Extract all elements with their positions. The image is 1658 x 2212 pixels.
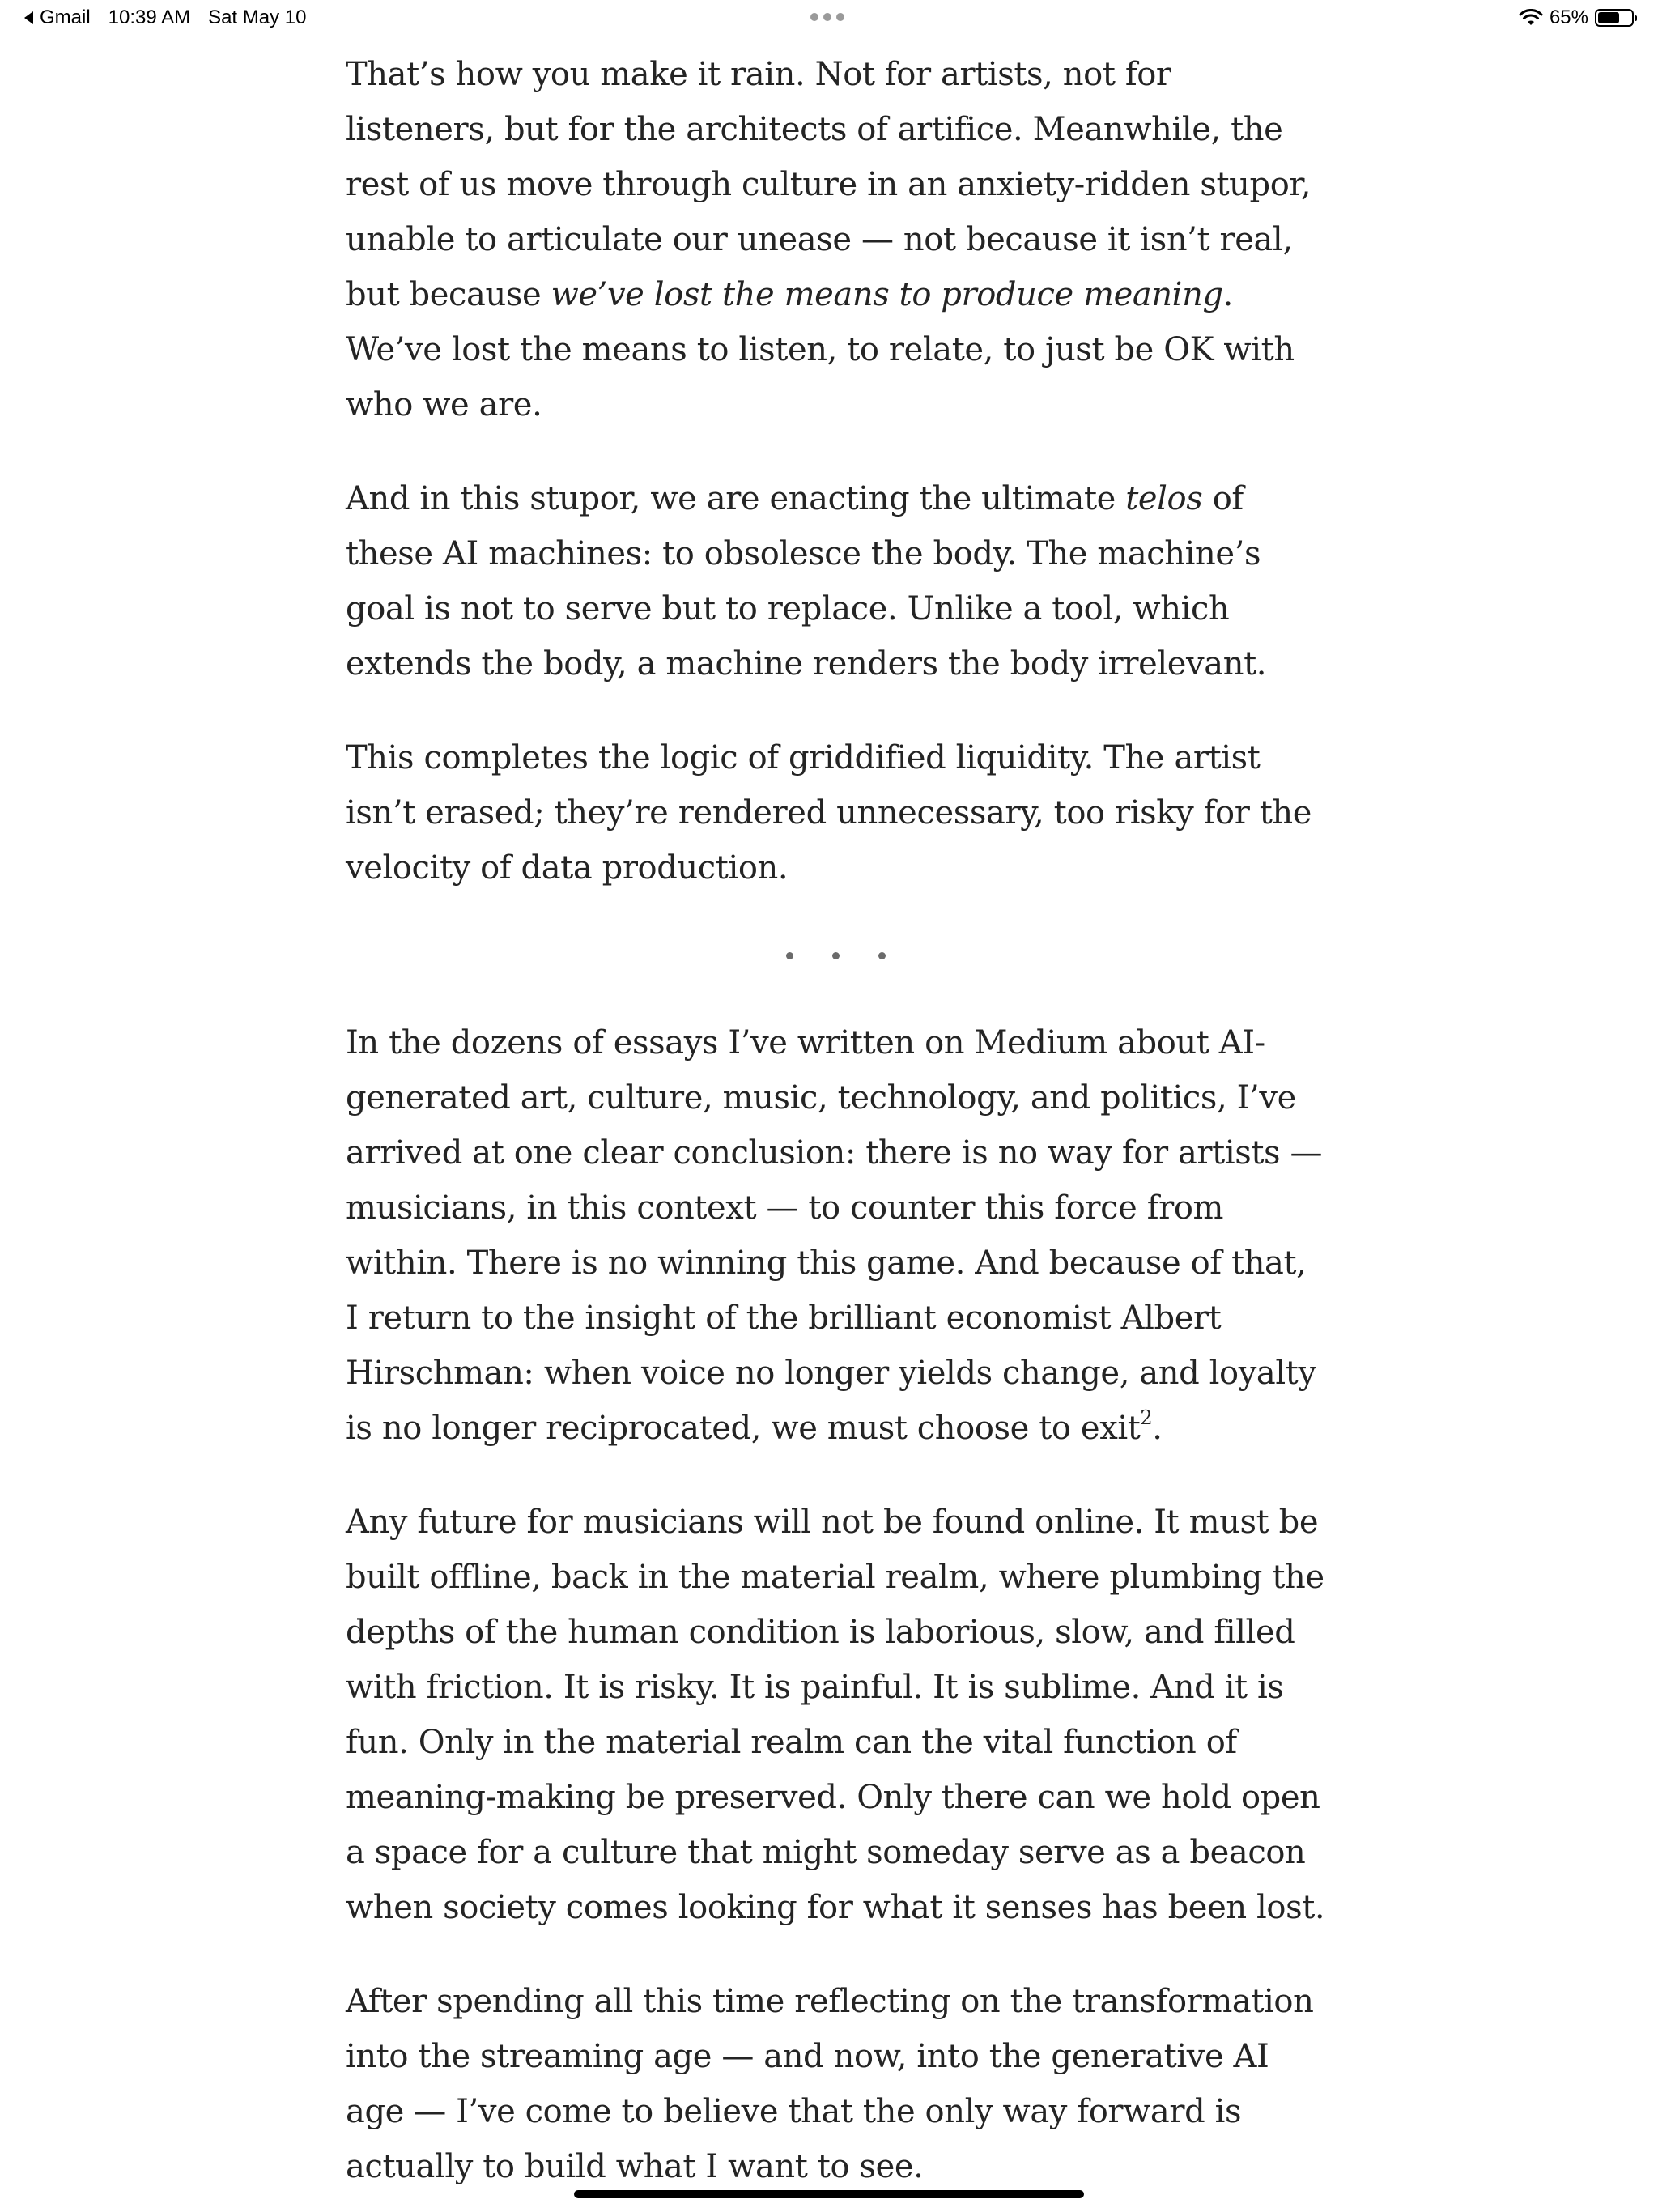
dot-icon — [836, 13, 844, 21]
paragraph: Any future for musicians will not be found online. It must be built offline, back in the material realm, where plumbing the depths of the human condition is laborious, slow, and filled with friction. It is risky. It is painful. It is sublime. And it is fun. Only in the material realm can the vital function of meaning-making be preserved. Only there can we hold open a space for a culture that might someday serve as a beacon when society comes looking for what it senses has been lost. — [346, 1504, 1325, 1926]
paragraph — [346, 1015, 1325, 1456]
dot-icon — [810, 13, 818, 21]
paragraph-emphasis: telos — [1125, 480, 1203, 517]
paragraph-emphasis: we’ve lost the means to produce meaning — [551, 276, 1223, 313]
paragraph-text: In the dozens of essays I’ve written on Medium about AI-generated art, culture, music, technology, and politics, I’ve arrived at one clear conclusion: there is no way for artists — musicians, in this context — to counter this force from within. There is no winning this game. And because of that, I return to the insight of the brilliant economist Albert Hirschman: when voice no longer yields change, and loyalty is no longer reciprocated, we must choose to exit — [346, 1024, 1323, 1447]
status-bar — [0, 0, 1658, 37]
back-app-label[interactable]: Gmail — [40, 6, 91, 28]
paragraph — [346, 471, 1325, 691]
battery-icon — [1595, 9, 1634, 27]
article-body — [346, 47, 1325, 2212]
multitasking-menu[interactable] — [810, 13, 844, 21]
status-date: Sat May 10 — [208, 6, 307, 28]
battery-level — [1598, 12, 1619, 23]
paragraph-text: of these AI machines: to obsolesce the body. The machine’s goal is not to serve but to replace. Unlike a tool, which extends the body, a machine renders the body irrelevant. — [346, 480, 1267, 683]
paragraph-text: . — [1152, 1410, 1163, 1447]
status-time: 10:39 AM — [108, 6, 191, 28]
dot-icon — [823, 13, 831, 21]
battery-percent: 65% — [1549, 6, 1588, 28]
paragraph — [346, 47, 1325, 432]
dot-icon — [832, 952, 840, 959]
dot-icon — [878, 952, 886, 959]
footnote-marker[interactable]: 2 — [1140, 1406, 1153, 1429]
section-separator — [346, 928, 1325, 983]
back-arrow-icon[interactable] — [24, 11, 33, 24]
back-to-app[interactable] — [24, 6, 306, 29]
dot-icon — [786, 952, 793, 959]
status-indicators — [1519, 6, 1634, 29]
paragraph: After spending all this time reflecting on the transformation into the streaming age — and now, into the generative AI age — I’ve come to believe that the only way forward is actually to build what I want to see. — [346, 1983, 1314, 2185]
paragraph-text: That’s how you make it rain. Not for artists, not for listeners, but for the architects of artifice. Meanwhile, the rest of us move through culture in an anxiety-ridden stupor, unable to articulate our unease — not because it isn’t real, but because — [346, 56, 1312, 313]
paragraph: This completes the logic of griddified liquidity. The artist isn’t erased; they’re rendered unnecessary, too risky for the velocity of data production. — [346, 739, 1312, 887]
paragraph-text: . We’ve lost the means to listen, to relate, to just be OK with who we are. — [346, 276, 1295, 423]
wifi-icon — [1519, 9, 1543, 27]
home-indicator[interactable] — [574, 2190, 1084, 2198]
paragraph-text: And in this stupor, we are enacting the ultimate — [346, 480, 1126, 517]
